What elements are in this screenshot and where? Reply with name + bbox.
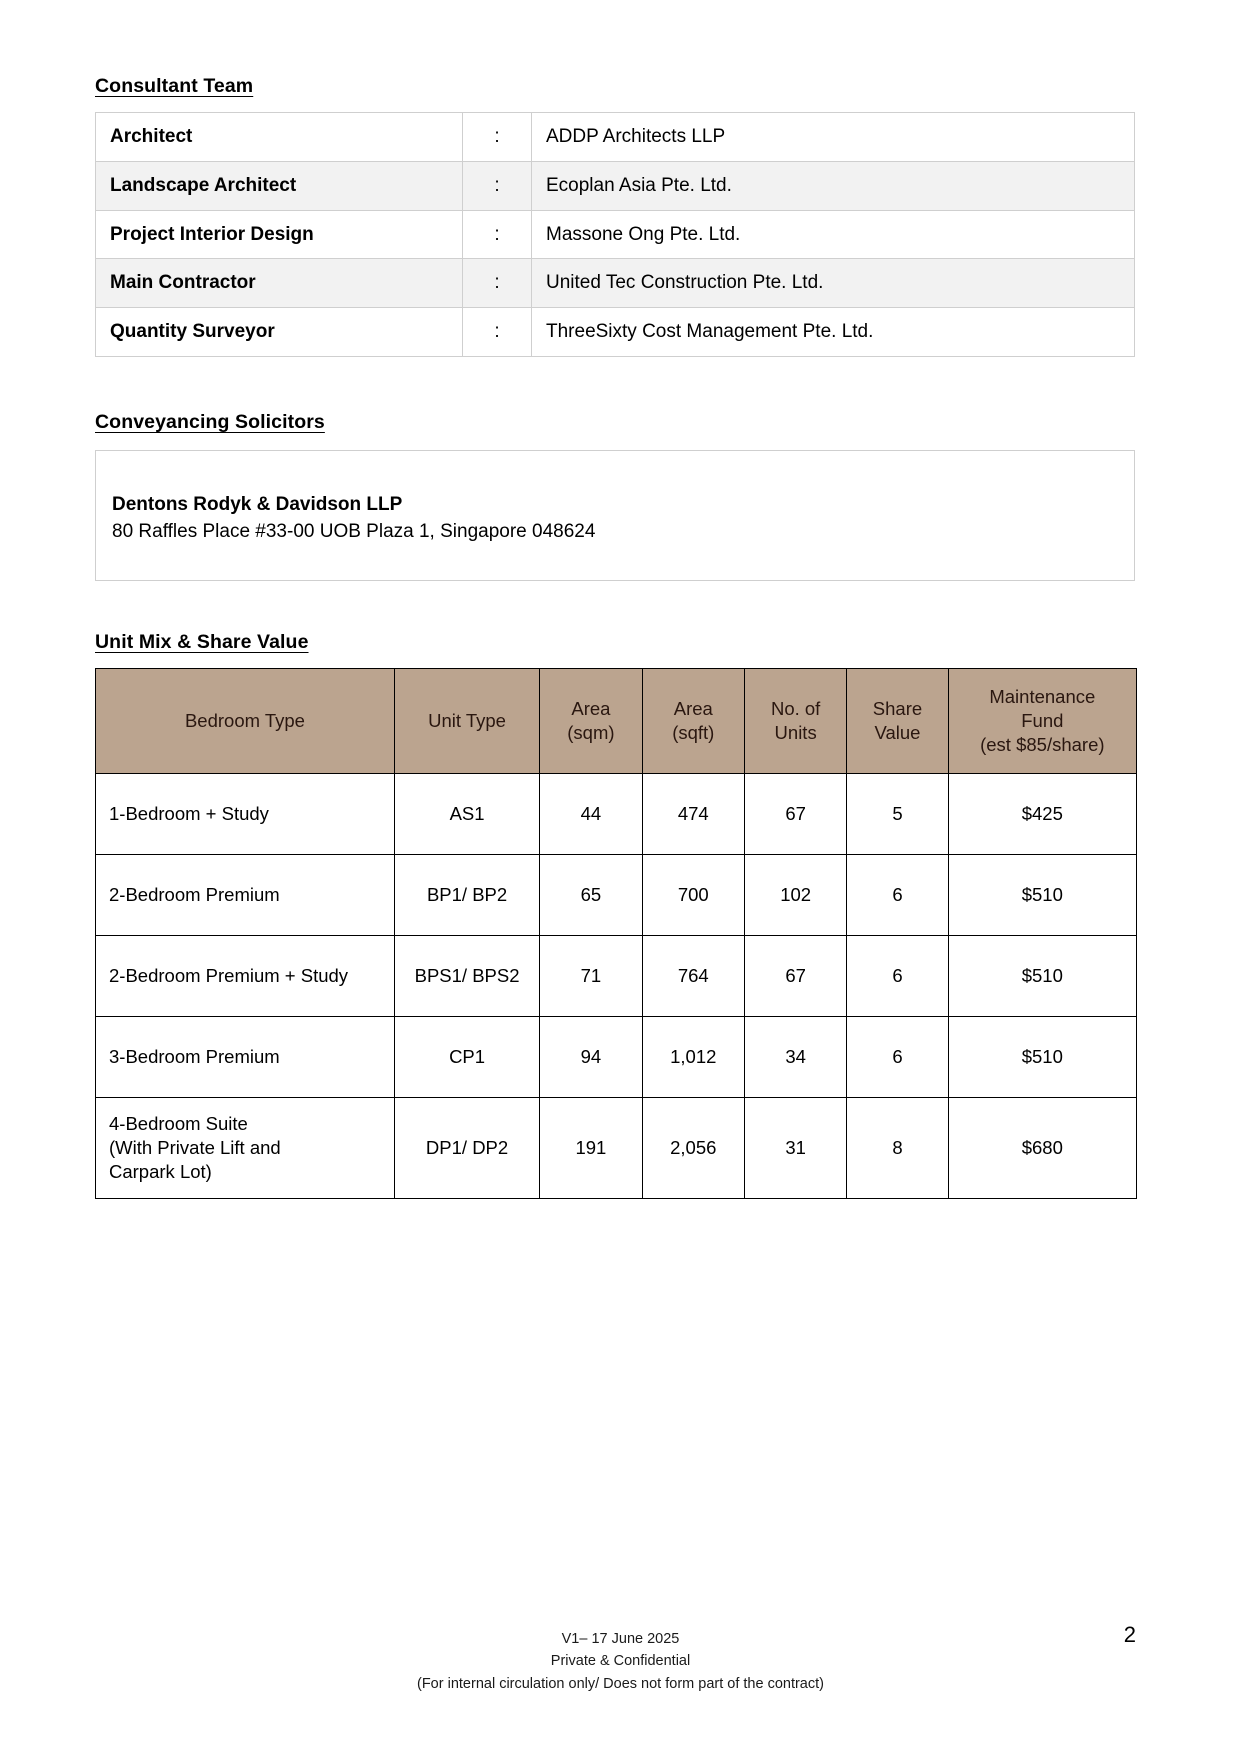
column-header-bedroom-type: Bedroom Type bbox=[96, 668, 395, 773]
cell-share-value: 6 bbox=[847, 935, 948, 1016]
column-header-area-sqm bbox=[540, 668, 642, 773]
consultant-role-value: ADDP Architects LLP bbox=[532, 113, 1135, 162]
cell-share-value: 5 bbox=[847, 773, 948, 854]
column-header-maintenance-fund-line2: Fund bbox=[1021, 709, 1064, 731]
cell-maintenance-fund: $425 bbox=[948, 773, 1136, 854]
cell-no-of-units: 31 bbox=[744, 1097, 846, 1198]
cell-unit-type: DP1/ DP2 bbox=[394, 1097, 539, 1198]
cell-maintenance-fund: $680 bbox=[948, 1097, 1136, 1198]
cell-maintenance-fund: $510 bbox=[948, 854, 1136, 935]
cell-unit-type: BP1/ BP2 bbox=[394, 854, 539, 935]
consultant-role-label: Architect bbox=[96, 113, 463, 162]
cell-maintenance-fund: $510 bbox=[948, 1016, 1136, 1097]
cell-unit-type: CP1 bbox=[394, 1016, 539, 1097]
page-content bbox=[95, 0, 1145, 1199]
table-row bbox=[96, 308, 1135, 357]
consultant-colon: : bbox=[463, 161, 532, 210]
cell-bedroom-type: 1-Bedroom + Study bbox=[96, 773, 395, 854]
table-row bbox=[96, 1016, 1137, 1097]
cell-no-of-units: 67 bbox=[744, 773, 846, 854]
solicitor-address: 80 Raffles Place #33-00 UOB Plaza 1, Singapore 048624 bbox=[112, 521, 596, 543]
table-row bbox=[96, 935, 1137, 1016]
cell-area-sqft: 1,012 bbox=[642, 1016, 744, 1097]
solicitor-firm-name: Dentons Rodyk & Davidson LLP bbox=[112, 493, 403, 515]
column-header-share-value-line2: Value bbox=[874, 721, 921, 743]
column-header-share-value-line1: Share bbox=[872, 697, 923, 719]
footer-confidentiality: Private & Confidential bbox=[550, 1653, 691, 1670]
cell-bedroom-type-line1: 4-Bedroom Suite bbox=[109, 1112, 248, 1134]
table-row bbox=[96, 113, 1135, 162]
consultant-role-label: Project Interior Design bbox=[96, 210, 463, 259]
cell-unit-type: AS1 bbox=[394, 773, 539, 854]
cell-bedroom-type-line2: (With Private Lift and bbox=[109, 1137, 281, 1159]
consultant-team-table bbox=[95, 112, 1135, 357]
table-row bbox=[96, 259, 1135, 308]
cell-area-sqft: 764 bbox=[642, 935, 744, 1016]
column-header-area-sqft-line2: (sqft) bbox=[672, 721, 715, 743]
cell-maintenance-fund: $510 bbox=[948, 935, 1136, 1016]
column-header-area-sqft-line1: Area bbox=[673, 697, 713, 719]
column-header-area-sqm-line1: Area bbox=[571, 697, 611, 719]
cell-unit-type: BPS1/ BPS2 bbox=[394, 935, 539, 1016]
consultant-role-value: Ecoplan Asia Pte. Ltd. bbox=[532, 161, 1135, 210]
column-header-share-value bbox=[847, 668, 948, 773]
column-header-area-sqft bbox=[642, 668, 744, 773]
section-heading-consultant-team: Consultant Team bbox=[95, 75, 254, 97]
column-header-unit-type: Unit Type bbox=[394, 668, 539, 773]
consultant-colon: : bbox=[463, 210, 532, 259]
cell-bedroom-type: 2-Bedroom Premium bbox=[96, 854, 395, 935]
cell-no-of-units: 34 bbox=[744, 1016, 846, 1097]
consultant-role-label: Main Contractor bbox=[96, 259, 463, 308]
column-header-no-of-units-line1: No. of bbox=[770, 697, 821, 719]
section-heading-conveyancing-solicitors: Conveyancing Solicitors bbox=[95, 410, 325, 433]
section-heading-unit-mix: Unit Mix & Share Value bbox=[95, 630, 309, 653]
cell-area-sqm: 65 bbox=[540, 854, 642, 935]
cell-area-sqft: 474 bbox=[642, 773, 744, 854]
consultant-role-value: ThreeSixty Cost Management Pte. Ltd. bbox=[532, 308, 1135, 357]
column-header-maintenance-fund-line3: (est $85/share) bbox=[980, 733, 1105, 755]
table-row bbox=[96, 1097, 1137, 1198]
column-header-no-of-units-line2: Units bbox=[774, 721, 817, 743]
cell-bedroom-type bbox=[96, 1097, 395, 1198]
consultant-colon: : bbox=[463, 113, 532, 162]
table-row bbox=[96, 161, 1135, 210]
cell-share-value: 6 bbox=[847, 854, 948, 935]
cell-area-sqm: 71 bbox=[540, 935, 642, 1016]
cell-share-value: 8 bbox=[847, 1097, 948, 1198]
cell-no-of-units: 67 bbox=[744, 935, 846, 1016]
table-row bbox=[96, 854, 1137, 935]
column-header-area-sqm-line2: (sqm) bbox=[567, 721, 615, 743]
unit-mix-table-body bbox=[96, 773, 1137, 1198]
cell-area-sqm: 191 bbox=[540, 1097, 642, 1198]
cell-area-sqft: 2,056 bbox=[642, 1097, 744, 1198]
conveyancing-solicitor-box bbox=[95, 450, 1135, 581]
unit-mix-table bbox=[95, 668, 1137, 1199]
cell-bedroom-type: 3-Bedroom Premium bbox=[96, 1016, 395, 1097]
consultant-role-label: Landscape Architect bbox=[96, 161, 463, 210]
cell-bedroom-type-line3: Carpark Lot) bbox=[109, 1161, 212, 1183]
cell-bedroom-type: 2-Bedroom Premium + Study bbox=[96, 935, 395, 1016]
cell-area-sqm: 94 bbox=[540, 1016, 642, 1097]
footer-version: V1– 17 June 2025 bbox=[561, 1631, 680, 1647]
table-header-row bbox=[96, 668, 1137, 773]
cell-area-sqft: 700 bbox=[642, 854, 744, 935]
consultant-team-table-body bbox=[96, 113, 1135, 357]
consultant-colon: : bbox=[463, 308, 532, 357]
cell-area-sqm: 44 bbox=[540, 773, 642, 854]
footer-disclaimer: (For internal circulation only/ Does not form part of the contract) bbox=[417, 1675, 824, 1692]
column-header-no-of-units bbox=[744, 668, 846, 773]
column-header-maintenance-fund bbox=[948, 668, 1136, 773]
unit-mix-table-head bbox=[96, 668, 1137, 773]
page-number: 2 bbox=[1123, 1622, 1136, 1647]
page-footer bbox=[0, 1628, 1241, 1695]
table-row bbox=[96, 210, 1135, 259]
consultant-role-value: United Tec Construction Pte. Ltd. bbox=[532, 259, 1135, 308]
cell-share-value: 6 bbox=[847, 1016, 948, 1097]
table-row bbox=[96, 773, 1137, 854]
consultant-role-value: Massone Ong Pte. Ltd. bbox=[532, 210, 1135, 259]
cell-no-of-units: 102 bbox=[744, 854, 846, 935]
consultant-colon: : bbox=[463, 259, 532, 308]
consultant-role-label: Quantity Surveyor bbox=[96, 308, 463, 357]
column-header-maintenance-fund-line1: Maintenance bbox=[989, 685, 1096, 707]
